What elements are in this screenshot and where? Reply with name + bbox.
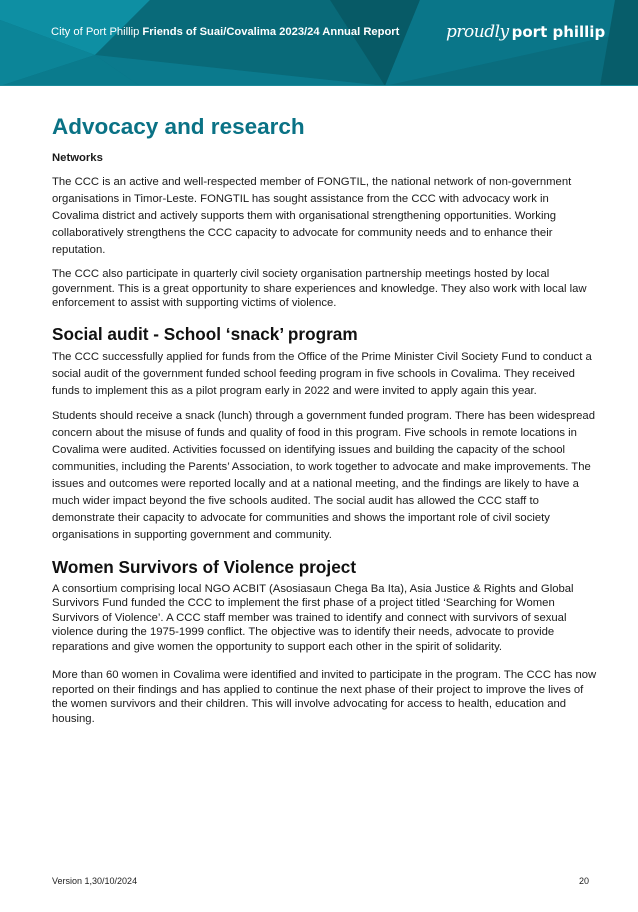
report-title: Friends of Suai/Covalima 2023/24 Annual Report xyxy=(142,26,400,38)
logo-script-text: proudly xyxy=(446,22,509,42)
report-running-title xyxy=(51,26,399,38)
networks-paragraph-1: The CCC is an active and well-respected member of FONGTIL, the national network of non-government organisations in Timor-Leste. FONGTIL has sought assistance from the CCC with advocacy work in Covalima district and actively supports them with organisational strengthening opportunities. Working collaboratively strengthens the CCC capacity to advocate for community needs and to enhance their reputation. xyxy=(52,176,572,256)
networks-paragraph-2: The CCC also participate in quarterly civil society organisation partnership meetings hosted by local government. This is a great opportunity to share experiences and knowledge. They also work with local law enforcement to assist with supporting victims of violence. xyxy=(52,268,587,309)
report-header-banner xyxy=(0,0,638,86)
page-number: 20 xyxy=(579,876,590,886)
geometric-banner-background xyxy=(0,0,638,86)
women-survivors-paragraph-2: More than 60 women in Covalima were identified and invited to participate in the program. The CCC has now reported on their findings and has applied to continue the next phase of their project to improve the lives of the women survivors and their children. This will involve advocating for access to health, education and housing. xyxy=(52,669,597,725)
header-bottom-rule xyxy=(0,85,638,86)
page-content xyxy=(52,112,597,726)
page-title: Advocacy and research xyxy=(52,114,305,139)
version-label: Version 1,30/10/2024 xyxy=(52,876,138,886)
women-survivors-paragraph-1: A consortium comprising local NGO ACBIT (Asosiasaun Chega Ba Ita), Asia Justice & Rights and Global Survivors Fund funded the CCC to implement the first phase of a project titled ‘Searching for Women Survivors of Violence’. A CCC staff member was trained to identify and connect with survivors of sexual violence during the 1975-1999 conflict. The objective was to identify their needs, advocate to provide reparations and give women the opportunity to support each other in the spirit of solidarity. xyxy=(52,582,574,653)
social-audit-paragraph-1: The CCC successfully applied for funds from the Office of the Prime Minister Civil Society Fund to conduct a social audit of the government funded school feeding program in five schools in Covalima. They received funds to implement this as a pilot program early in 2022 and were invited to apply again this year. xyxy=(52,350,592,397)
networks-subheading: Networks xyxy=(52,152,103,164)
organisation-name: City of Port Phillip xyxy=(51,26,140,38)
proudly-port-phillip-logo xyxy=(446,22,605,42)
social-audit-paragraph-2: Students should receive a snack (lunch) through a government funded program. There has been widespread concern about the misuse of funds and quality of food in this program. Five schools in remote locations in Covalima were audited. Activities focussed on identifying issues and building the capacity of the school communities, including the Parents’ Association, to work together to advocate and make improvements. The issues and outcomes were reported locally and at a national meeting, and the findings are likely to have a much wider impact beyond the five schools audited. The social audit has allowed the CCC staff to demonstrate their capacity to advocate for communities and shows the important role of civil society organisations in supporting government and community. xyxy=(52,409,596,541)
women-survivors-heading: Women Survivors of Violence project xyxy=(52,556,357,577)
logo-bold-text: port phillip xyxy=(511,23,606,41)
social-audit-heading: Social audit - School ‘snack’ program xyxy=(52,323,358,344)
